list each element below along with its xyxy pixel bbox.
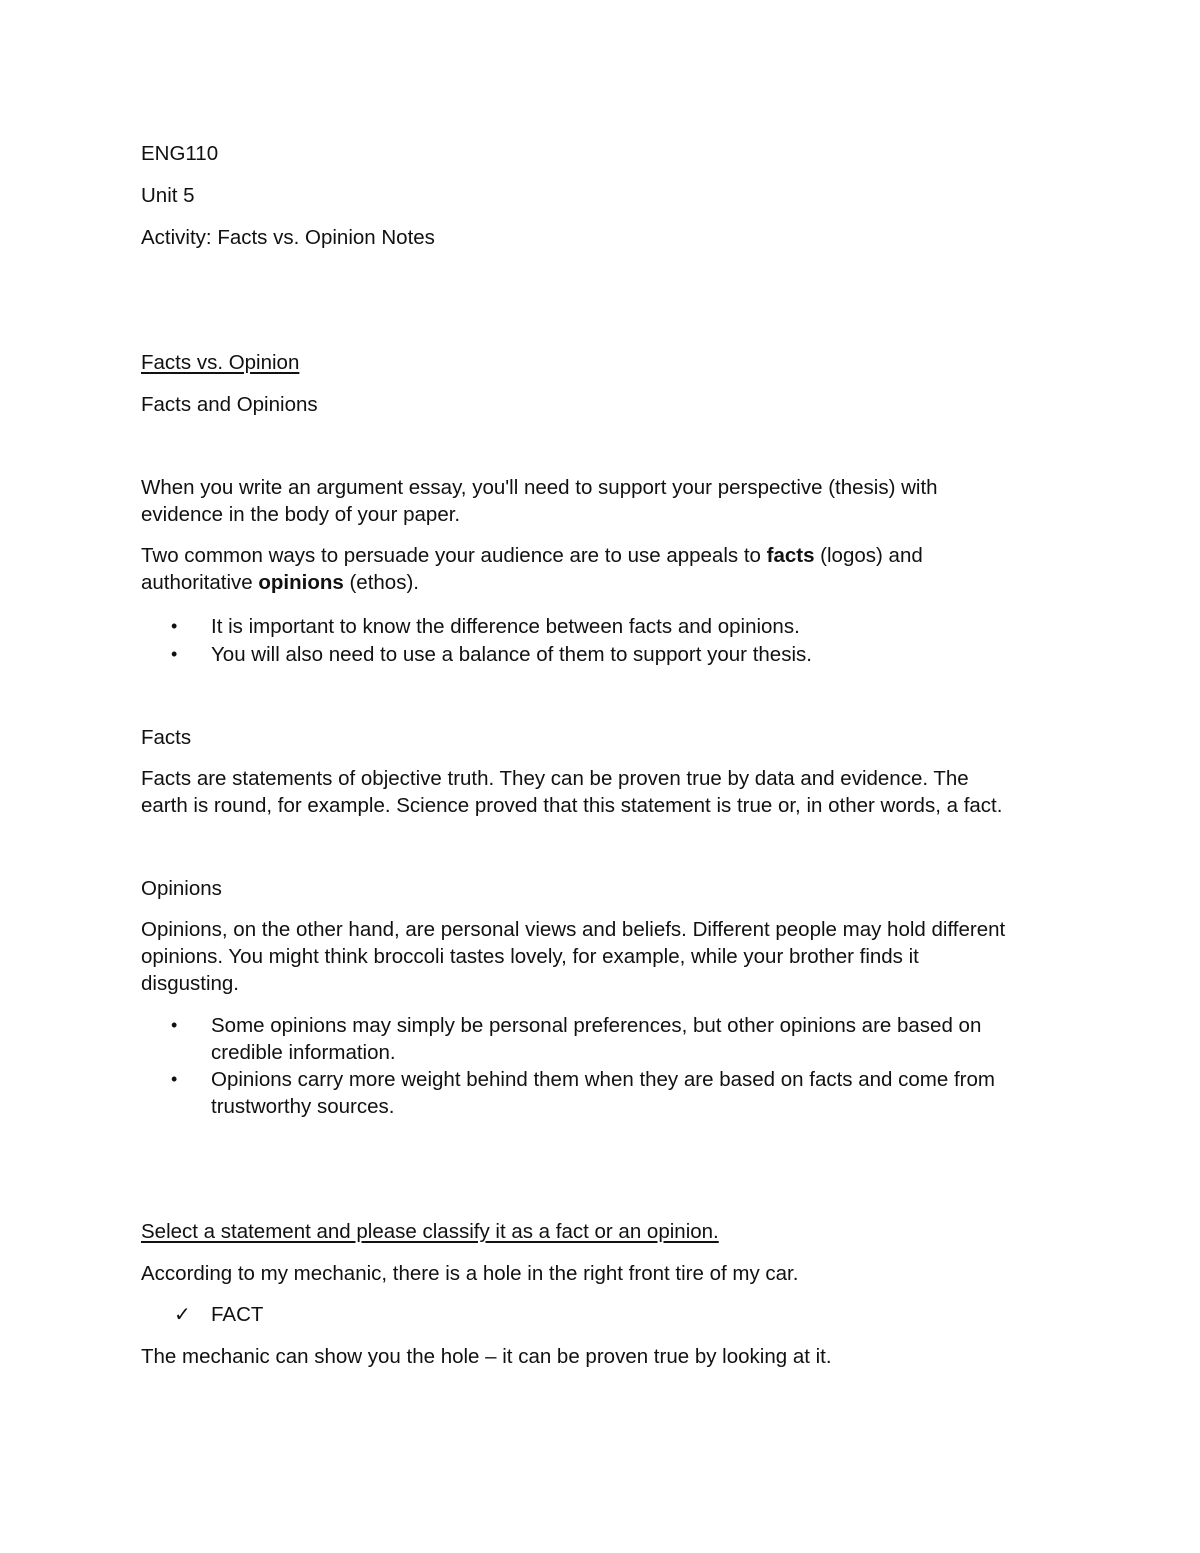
exercise-statement: According to my mechanic, there is a hole in the right front tire of my car.: [141, 1262, 799, 1285]
opinions-paragraph-line: Opinions, on the other hand, are personal views and beliefs. Different people may hold different: [141, 918, 1006, 941]
bullet-icon: •: [171, 1015, 178, 1035]
list-item: You will also need to use a balance of them to support your thesis.: [211, 643, 812, 666]
opinions-heading: Opinions: [141, 877, 222, 900]
list-item: It is important to know the difference between facts and opinions.: [211, 615, 800, 638]
opinions-emphasis: opinions: [258, 571, 344, 594]
facts-heading: Facts: [141, 726, 192, 749]
bullet-icon: •: [171, 616, 178, 636]
section-subtitle: Facts and Opinions: [141, 393, 318, 416]
bullet-icon: •: [171, 644, 178, 664]
unit-label: Unit 5: [141, 184, 195, 207]
list-item: Opinions carry more weight behind them when they are based on facts and come from: [211, 1068, 995, 1091]
appeals-paragraph-line: authoritative opinions (ethos).: [141, 571, 419, 594]
exercise-prompt: Select a statement and please classify it as a fact or an opinion.: [141, 1220, 719, 1243]
exercise-answer: FACT: [211, 1303, 264, 1326]
activity-title: Activity: Facts vs. Opinion Notes: [141, 226, 435, 249]
intro-paragraph-line: When you write an argument essay, you'll need to support your perspective (thesis) with: [141, 476, 938, 499]
list-item: Some opinions may simply be personal preferences, but other opinions are based on: [211, 1014, 982, 1037]
bullet-icon: •: [171, 1069, 178, 1089]
list-item-continued: credible information.: [211, 1041, 396, 1064]
intro-paragraph-line: evidence in the body of your paper.: [141, 503, 461, 526]
course-code: ENG110: [141, 142, 219, 165]
facts-paragraph-line: earth is round, for example. Science proved that this statement is true or, in other words, a fact.: [141, 794, 1003, 817]
list-item-continued: trustworthy sources.: [211, 1095, 395, 1118]
appeals-paragraph-line: Two common ways to persuade your audience are to use appeals to facts (logos) and: [141, 544, 923, 567]
exercise-explanation: The mechanic can show you the hole – it can be proven true by looking at it.: [141, 1345, 832, 1368]
section-title: Facts vs. Opinion: [141, 351, 300, 374]
checkmark-icon: ✓: [174, 1302, 191, 1326]
facts-paragraph-line: Facts are statements of objective truth. They can be proven true by data and evidence. The: [141, 767, 969, 790]
opinions-paragraph-line: disgusting.: [141, 972, 240, 995]
opinions-paragraph-line: opinions. You might think broccoli tastes lovely, for example, while your brother finds it: [141, 945, 919, 968]
facts-emphasis: facts: [766, 544, 815, 567]
